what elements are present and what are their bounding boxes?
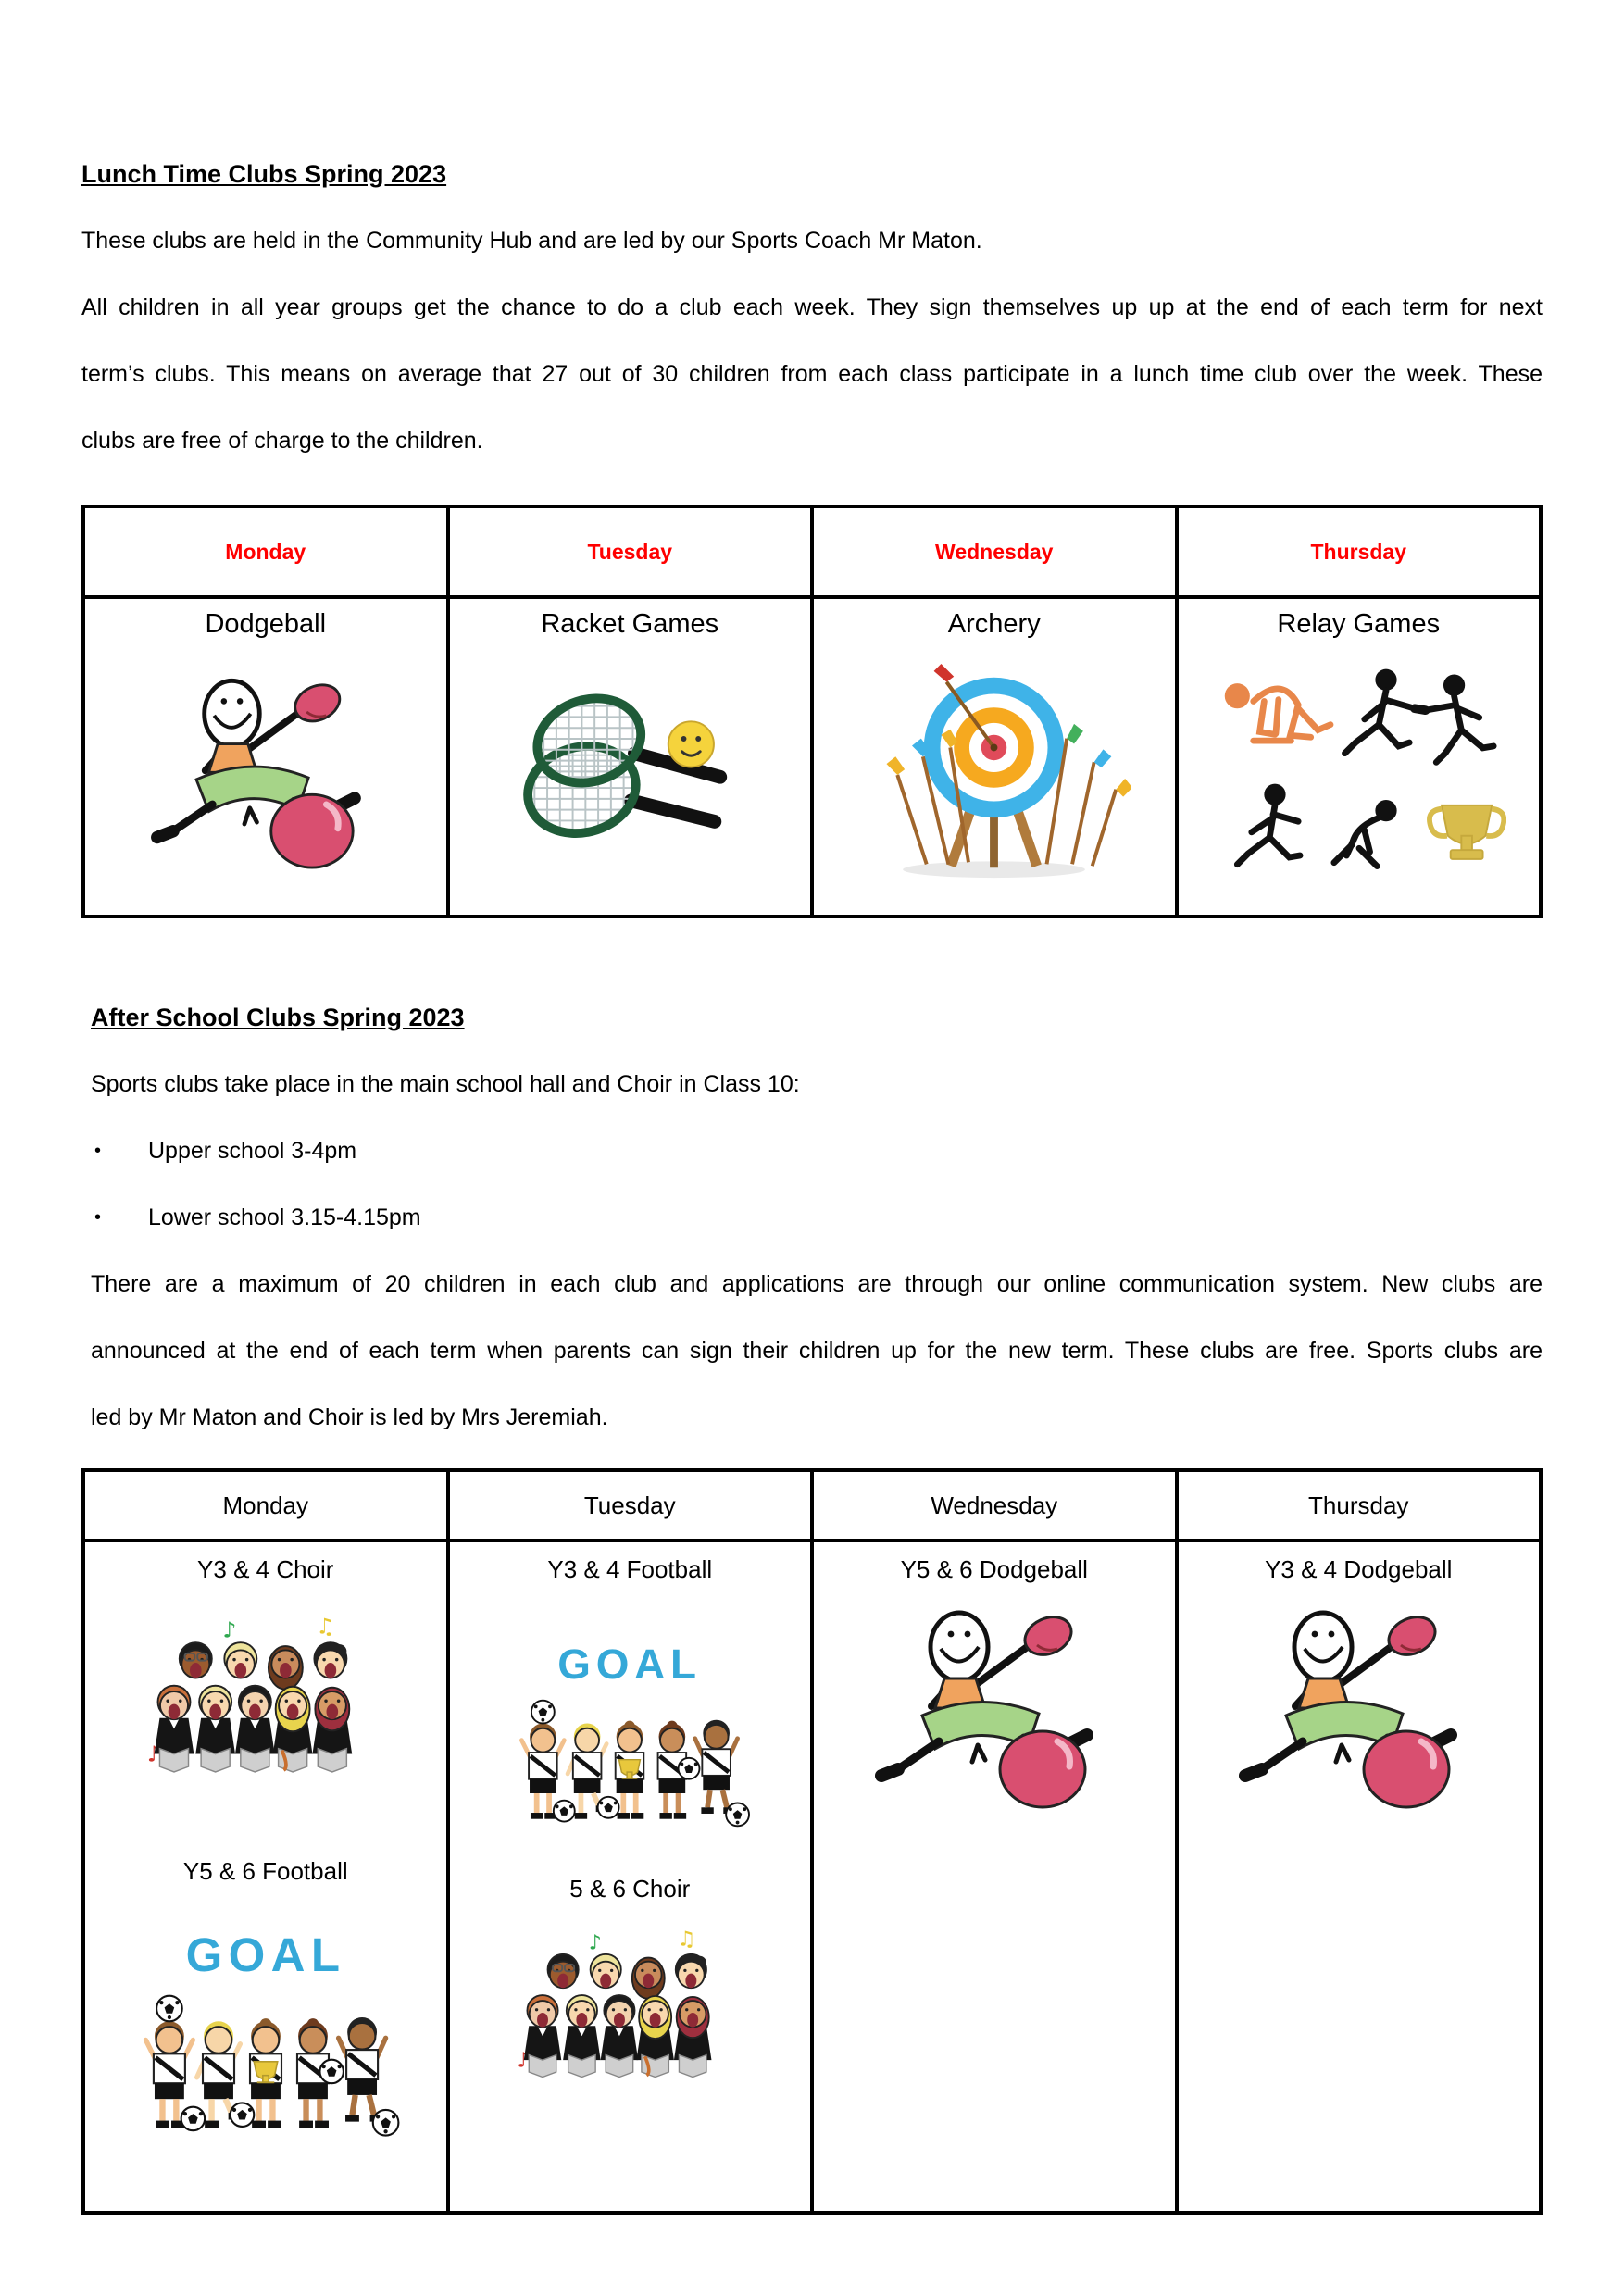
tennis-rackets-clipart xyxy=(498,679,762,852)
after-paragraph-line-3: led by Mr Maton and Choir is led by Mrs Jeremiah. xyxy=(91,1404,608,1430)
after-paragraph-line-1: There are a maximum of 20 children in each club and applications are through our online communication system. New clubs are xyxy=(91,1271,1543,1297)
lunch-paragraph-line-2: term’s clubs. This means on average that 27 out of 30 children from each class participate in a lunch time club over the week. These xyxy=(81,361,1543,387)
club-label-y56-football: Y5 & 6 Football xyxy=(182,1857,348,1885)
lunch-header-thursday: Thursday xyxy=(1177,506,1542,597)
after-header-monday: Monday xyxy=(83,1470,448,1541)
after-cell-wednesday xyxy=(812,1541,1177,2213)
club-label-dodgeball: Dodgeball xyxy=(205,609,327,639)
after-cell-thursday xyxy=(1177,1541,1542,2213)
goal-football-clipart xyxy=(128,1922,404,2143)
lunch-header-tuesday: Tuesday xyxy=(448,506,813,597)
lunch-table-body-row xyxy=(83,597,1541,917)
club-label-y34-choir: Y3 & 4 Choir xyxy=(197,1555,334,1583)
choir-clipart xyxy=(510,1930,749,2105)
lunch-section-title-text: Lunch Time Clubs Spring 2023 xyxy=(81,160,447,188)
goal-football-clipart xyxy=(506,1634,754,1833)
dodgeball-kid-clipart xyxy=(874,1597,1115,1810)
after-intro-line: Sports clubs take place in the main school hall and Choir in Class 10: xyxy=(91,1071,800,1097)
lunch-header-wednesday: Wednesday xyxy=(812,506,1177,597)
bullet-lower-school xyxy=(91,1184,1543,1251)
lunch-intro-paragraph: These clubs are held in the Community Hub and are led by our Sports Coach Mr Maton. xyxy=(81,228,982,254)
after-header-wednesday: Wednesday xyxy=(812,1470,1177,1541)
bullet-icon: • xyxy=(94,1141,102,1161)
after-school-clubs-table xyxy=(81,1468,1543,2215)
lunch-cell-thursday xyxy=(1177,597,1542,917)
relay-race-clipart xyxy=(1210,660,1506,884)
club-label-y34-football: Y3 & 4 Football xyxy=(547,1555,713,1583)
after-header-thursday: Thursday xyxy=(1177,1470,1542,1541)
after-section-title-text: After School Clubs Spring 2023 xyxy=(91,1004,465,1031)
bullet-upper-school-text: Upper school 3-4pm xyxy=(148,1138,357,1164)
after-cell-tuesday xyxy=(448,1541,813,2213)
after-section-title xyxy=(91,984,1543,1051)
lunch-cell-tuesday xyxy=(448,597,813,917)
lunch-cell-monday xyxy=(83,597,448,917)
bullet-icon: • xyxy=(94,1207,102,1228)
lunch-paragraph-line-3: clubs are free of charge to the children. xyxy=(81,428,483,454)
club-label-y34-dodgeball: Y3 & 4 Dodgeball xyxy=(1265,1555,1453,1583)
bullet-upper-school xyxy=(91,1117,1543,1184)
lunch-clubs-table xyxy=(81,505,1543,918)
club-label-relay-games: Relay Games xyxy=(1277,609,1441,639)
bullet-lower-school-text: Lower school 3.15-4.15pm xyxy=(148,1204,421,1230)
lunch-paragraph-line-1: All children in all year groups get the chance to do a club each week. They sign themselves up up at the end of each term for next xyxy=(81,294,1543,320)
dodgeball-kid-clipart xyxy=(150,666,381,870)
dodgeball-kid-clipart xyxy=(1238,1597,1479,1810)
club-label-56-choir: 5 & 6 Choir xyxy=(569,1875,691,1903)
after-table-header-row xyxy=(83,1470,1541,1541)
after-school-section xyxy=(81,984,1543,2215)
archery-target-clipart xyxy=(857,655,1131,892)
choir-clipart xyxy=(140,1617,392,1802)
after-header-tuesday: Tuesday xyxy=(448,1470,813,1541)
club-label-racket-games: Racket Games xyxy=(541,609,719,639)
lunch-section-title xyxy=(81,141,1543,207)
after-table-body-row xyxy=(83,1541,1541,2213)
lunch-cell-wednesday xyxy=(812,597,1177,917)
after-cell-monday xyxy=(83,1541,448,2213)
after-paragraph-line-2: announced at the end of each term when parents can sign their children up for the new term. These clubs are free. Sports clubs are xyxy=(91,1338,1543,1364)
lunch-table-header-row xyxy=(83,506,1541,597)
club-label-archery: Archery xyxy=(947,609,1041,639)
lunch-header-monday: Monday xyxy=(83,506,448,597)
club-label-y56-dodgeball: Y5 & 6 Dodgeball xyxy=(900,1555,1088,1583)
